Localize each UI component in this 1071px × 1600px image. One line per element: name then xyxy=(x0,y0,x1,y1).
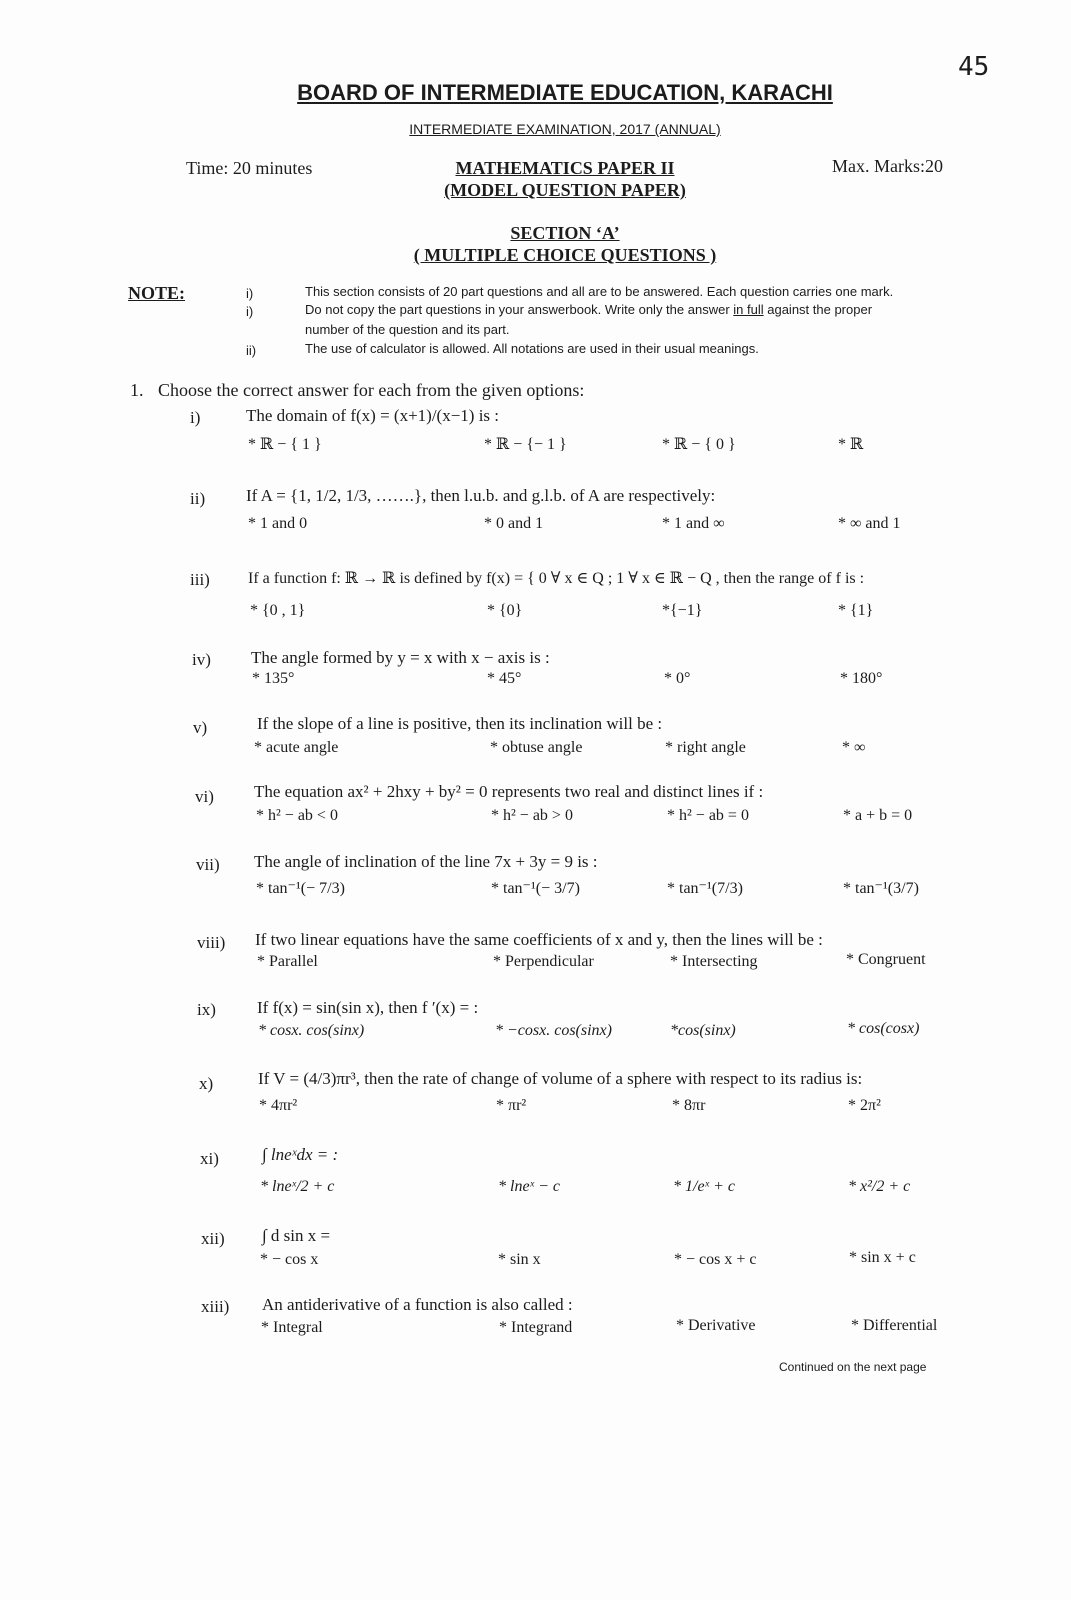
option-c: * right angle xyxy=(665,739,746,756)
option-d: * cos(cosx) xyxy=(847,1020,920,1037)
part-number: x) xyxy=(199,1074,214,1093)
question-instruction: Choose the correct answer for each from the given options: xyxy=(158,380,585,400)
option-d: * ℝ xyxy=(838,436,864,453)
note-item-number: ii) xyxy=(246,343,257,358)
note-emphasis: in full xyxy=(733,302,764,317)
option-d: * tan⁻¹(3/7) xyxy=(843,880,919,897)
part-question: If V = (4/3)πr³, then the rate of change of volume of a sphere with respect to its radius is: xyxy=(258,1069,863,1088)
note-label: NOTE: xyxy=(128,283,186,303)
question-number: 1. xyxy=(130,380,144,400)
option-c: *cos(sinx) xyxy=(670,1022,736,1039)
option-c: * tan⁻¹(7/3) xyxy=(667,880,743,897)
option-d: * Differential xyxy=(851,1317,938,1334)
option-c: *{−1} xyxy=(662,602,703,619)
part-number: i) xyxy=(190,408,201,427)
part-question: If the slope of a line is positive, then its inclination will be : xyxy=(257,714,663,733)
section-title-line2: ( MULTIPLE CHOICE QUESTIONS ) xyxy=(413,245,717,265)
option-b: * ℝ − {− 1 } xyxy=(484,436,567,453)
option-d: * a + b = 0 xyxy=(843,807,913,824)
option-a: * 4πr² xyxy=(259,1097,298,1114)
part-number: ii) xyxy=(190,489,206,508)
option-b: * {0} xyxy=(487,602,523,619)
note-item-text-continued: number of the question and its part. xyxy=(305,322,510,337)
part-question: The angle of inclination of the line 7x + 3y = 9 is : xyxy=(254,852,598,871)
part-question: The equation ax² + 2hxy + by² = 0 represents two real and distinct lines if : xyxy=(254,782,764,801)
option-a: * lneˣ/2 + c xyxy=(260,1178,335,1195)
option-b: * Perpendicular xyxy=(493,953,594,970)
part-question: If f(x) = sin(sin x), then f ′(x) = : xyxy=(257,998,479,1017)
exam-title: INTERMEDIATE EXAMINATION, 2017 (ANNUAL) xyxy=(409,121,721,137)
option-a: * cosx. cos(sinx) xyxy=(258,1022,365,1039)
note-item-text xyxy=(305,302,872,317)
part-number: vii) xyxy=(196,855,220,874)
part-question: The angle formed by y = x with x − axis is : xyxy=(251,648,550,667)
option-c: * 1 and ∞ xyxy=(662,515,725,532)
option-c: * h² − ab = 0 xyxy=(667,807,749,824)
option-b: * h² − ab > 0 xyxy=(491,807,573,824)
option-d: * sin x + c xyxy=(849,1249,916,1266)
part-number: ix) xyxy=(197,1000,216,1019)
option-d: * 2π² xyxy=(848,1097,881,1114)
option-b: * obtuse angle xyxy=(490,739,583,756)
option-b: * πr² xyxy=(496,1097,527,1114)
option-a: * {0 , 1} xyxy=(250,602,306,619)
part-number: iv) xyxy=(192,650,211,669)
option-b: * sin x xyxy=(498,1251,541,1268)
option-c: * ℝ − { 0 } xyxy=(662,436,736,453)
option-c: * Derivative xyxy=(676,1317,756,1334)
option-c: * 0° xyxy=(664,670,691,687)
option-a: * Integral xyxy=(261,1319,323,1336)
part-number: viii) xyxy=(197,933,226,952)
section-title-line1: SECTION ‘A’ xyxy=(510,223,620,243)
max-marks: Max. Marks:20 xyxy=(832,156,943,176)
option-b: * tan⁻¹(− 3/7) xyxy=(491,880,580,897)
paper-title-line2: (MODEL QUESTION PAPER) xyxy=(444,180,686,200)
note-item-text: This section consists of 20 part questions and all are to be answered. Each question carries one mark. xyxy=(305,284,894,299)
paper-title xyxy=(0,157,1071,201)
part-number: xiii) xyxy=(201,1297,230,1316)
note-item-number: i) xyxy=(246,286,254,301)
part-number: xii) xyxy=(201,1229,225,1248)
continued-note: Continued on the next page xyxy=(779,1360,927,1374)
option-a: * acute angle xyxy=(254,739,339,756)
option-a: * 1 and 0 xyxy=(248,515,308,532)
option-d: * Congruent xyxy=(846,951,926,968)
paper-title-line1: MATHEMATICS PAPER II xyxy=(455,158,675,178)
option-a: * h² − ab < 0 xyxy=(256,807,338,824)
option-a: * ℝ − { 1 } xyxy=(248,436,322,453)
option-d: * ∞ xyxy=(842,739,866,756)
option-c: * Intersecting xyxy=(670,953,758,970)
part-question: If two linear equations have the same coefficients of x and y, then the lines will be : xyxy=(255,930,823,949)
question-intro xyxy=(130,380,584,401)
option-c: * − cos x + c xyxy=(674,1251,757,1268)
part-question: An antiderivative of a function is also called : xyxy=(262,1295,573,1314)
section-title xyxy=(0,222,1071,266)
part-number: v) xyxy=(193,718,208,737)
part-number: vi) xyxy=(195,787,214,806)
option-d: * x²/2 + c xyxy=(848,1178,911,1195)
part-question: ∫ d sin x = xyxy=(262,1226,331,1245)
option-a: * − cos x xyxy=(260,1251,319,1268)
option-c: * 1/eˣ + c xyxy=(673,1178,735,1195)
option-b: * Integrand xyxy=(499,1319,573,1336)
note-text-part: against the proper xyxy=(763,302,873,317)
part-question: ∫ lneˣdx = : xyxy=(262,1145,339,1164)
time-allowed: Time: 20 minutes xyxy=(186,158,313,178)
option-d: * {1} xyxy=(838,602,874,619)
option-b: * 45° xyxy=(487,670,522,687)
note-item-text: The use of calculator is allowed. All notations are used in their usual meanings. xyxy=(305,341,759,356)
option-a: * 135° xyxy=(252,670,295,687)
option-d: * 180° xyxy=(840,670,883,687)
note-text-part: Do not copy the part questions in your answerbook. Write only the answer xyxy=(305,302,734,317)
page-number: 45 xyxy=(958,52,990,82)
board-title: BOARD OF INTERMEDIATE EDUCATION, KARACHI xyxy=(297,80,833,105)
option-a: * tan⁻¹(− 7/3) xyxy=(256,880,345,897)
option-b: * 0 and 1 xyxy=(484,515,544,532)
part-number: xi) xyxy=(200,1149,219,1168)
part-question: The domain of f(x) = (x+1)/(x−1) is : xyxy=(246,406,500,425)
option-c: * 8πr xyxy=(672,1097,706,1114)
option-a: * Parallel xyxy=(257,953,318,970)
part-number: iii) xyxy=(190,570,210,589)
option-d: * ∞ and 1 xyxy=(838,515,901,532)
part-question: If A = {1, 1/2, 1/3, …….}, then l.u.b. and g.l.b. of A are respectively: xyxy=(246,486,716,505)
option-b: * lneˣ − c xyxy=(498,1178,560,1195)
note-item-number: i) xyxy=(246,304,254,319)
part-question: If a function f: ℝ → ℝ is defined by f(x) = { 0 ∀ x ∈ Q ; 1 ∀ x ∈ ℝ − Q , then the range of f is : xyxy=(248,570,865,587)
option-b: * −cosx. cos(sinx) xyxy=(495,1022,612,1039)
